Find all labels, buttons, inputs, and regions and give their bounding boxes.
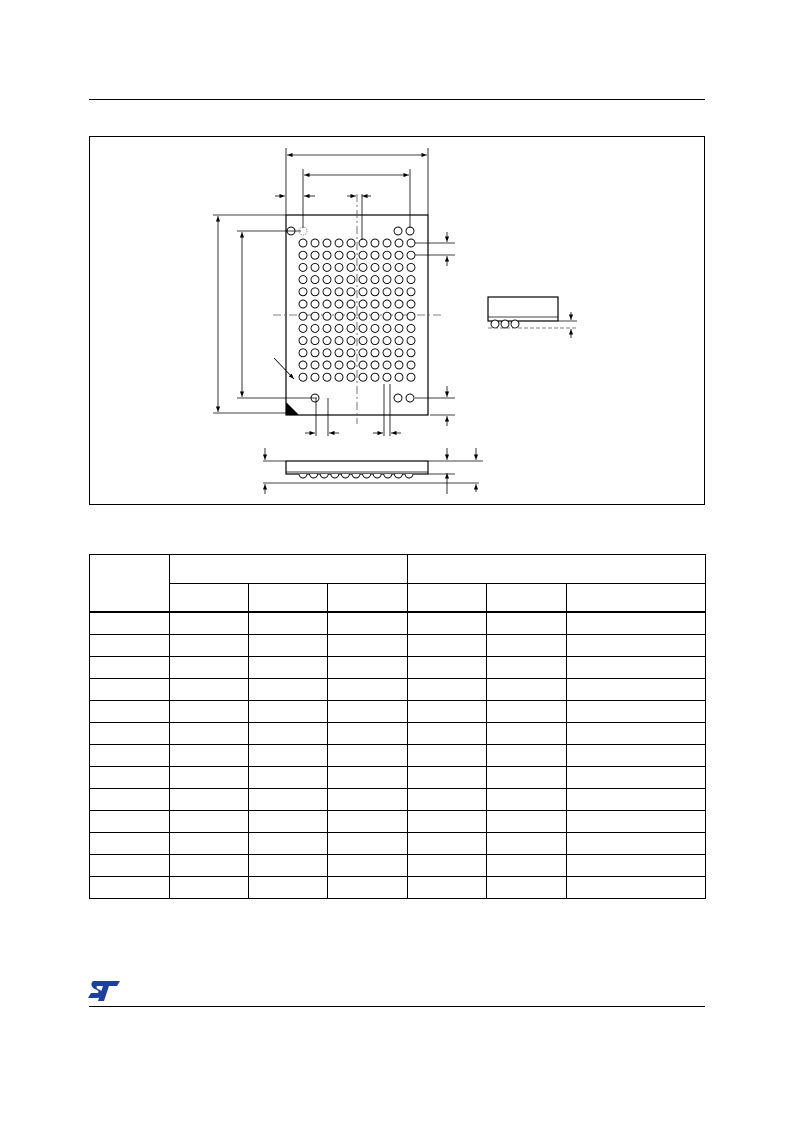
table-cell bbox=[487, 877, 567, 899]
table-cell bbox=[487, 811, 567, 833]
ball-a1-leader bbox=[274, 358, 294, 379]
table-cell bbox=[249, 679, 328, 701]
solder-ball bbox=[347, 349, 355, 357]
table-cell bbox=[170, 723, 249, 745]
solder-ball bbox=[395, 312, 403, 320]
solder-ball bbox=[347, 300, 355, 308]
side-solder-ball bbox=[331, 474, 339, 478]
table-cell bbox=[408, 745, 487, 767]
table-cell bbox=[567, 745, 706, 767]
solder-ball bbox=[311, 263, 319, 271]
solder-ball bbox=[395, 239, 403, 247]
table-cell bbox=[249, 877, 328, 899]
solder-ball bbox=[311, 324, 319, 332]
solder-ball bbox=[359, 263, 367, 271]
solder-ball bbox=[323, 239, 331, 247]
solder-ball bbox=[347, 251, 355, 259]
table-cell bbox=[90, 635, 170, 657]
solder-ball bbox=[371, 373, 379, 381]
solder-ball bbox=[383, 324, 391, 332]
solder-ball bbox=[323, 337, 331, 345]
solder-ball bbox=[323, 349, 331, 357]
table-row bbox=[90, 811, 706, 833]
solder-ball bbox=[347, 239, 355, 247]
table-cell bbox=[249, 789, 328, 811]
table-cell bbox=[249, 612, 328, 635]
solder-ball bbox=[359, 337, 367, 345]
table-row bbox=[90, 877, 706, 899]
solder-ball bbox=[347, 324, 355, 332]
table-header-min-mm bbox=[249, 584, 328, 613]
solder-ball bbox=[383, 288, 391, 296]
solder-ball bbox=[359, 349, 367, 357]
footer-rule bbox=[89, 1006, 705, 1007]
solder-ball bbox=[299, 373, 307, 381]
table-cell bbox=[487, 657, 567, 679]
solder-ball bbox=[299, 337, 307, 345]
solder-ball bbox=[395, 276, 403, 284]
table-cell bbox=[328, 789, 408, 811]
solder-ball bbox=[299, 263, 307, 271]
table-cell bbox=[408, 612, 487, 635]
table-body bbox=[90, 612, 706, 899]
table-row bbox=[90, 789, 706, 811]
solder-ball bbox=[383, 300, 391, 308]
solder-ball bbox=[347, 276, 355, 284]
solder-ball bbox=[359, 276, 367, 284]
table-cell bbox=[170, 877, 249, 899]
table-cell bbox=[328, 612, 408, 635]
side-view-balls bbox=[299, 474, 413, 478]
table-cell bbox=[328, 855, 408, 877]
solder-ball bbox=[395, 373, 403, 381]
solder-ball bbox=[335, 300, 343, 308]
table-cell bbox=[408, 723, 487, 745]
solder-ball bbox=[311, 239, 319, 247]
solder-ball bbox=[359, 300, 367, 308]
solder-ball bbox=[335, 263, 343, 271]
table-cell bbox=[408, 811, 487, 833]
solder-ball bbox=[359, 251, 367, 259]
table-cell bbox=[487, 833, 567, 855]
table-cell bbox=[408, 679, 487, 701]
header-rule bbox=[89, 99, 705, 100]
solder-ball bbox=[347, 288, 355, 296]
solder-ball bbox=[299, 251, 307, 259]
solder-ball bbox=[311, 361, 319, 369]
table-cell bbox=[408, 877, 487, 899]
solder-ball bbox=[371, 300, 379, 308]
solder-ball bbox=[407, 276, 415, 284]
table-cell bbox=[567, 635, 706, 657]
solder-ball bbox=[311, 251, 319, 259]
table-cell bbox=[249, 745, 328, 767]
solder-ball bbox=[323, 312, 331, 320]
solder-ball bbox=[323, 288, 331, 296]
solder-ball bbox=[299, 276, 307, 284]
solder-ball bbox=[395, 263, 403, 271]
table-header-typ-mm bbox=[170, 584, 249, 613]
solder-ball bbox=[299, 239, 307, 247]
solder-ball bbox=[347, 312, 355, 320]
table-cell bbox=[487, 679, 567, 701]
solder-ball bbox=[335, 312, 343, 320]
table-cell bbox=[170, 745, 249, 767]
solder-ball bbox=[383, 263, 391, 271]
solder-ball bbox=[335, 239, 343, 247]
figure-frame bbox=[90, 137, 705, 505]
solder-ball bbox=[347, 361, 355, 369]
side-solder-ball bbox=[341, 474, 349, 478]
solder-ball bbox=[323, 251, 331, 259]
solder-ball bbox=[371, 361, 379, 369]
side-solder-ball bbox=[384, 474, 392, 478]
table-cell bbox=[567, 833, 706, 855]
solder-ball bbox=[311, 337, 319, 345]
table-row bbox=[90, 855, 706, 877]
table-cell bbox=[249, 635, 328, 657]
solder-ball bbox=[406, 227, 414, 235]
table-cell bbox=[170, 855, 249, 877]
solder-ball bbox=[371, 337, 379, 345]
table-cell bbox=[408, 635, 487, 657]
table-cell bbox=[249, 811, 328, 833]
table-header-symbol bbox=[90, 555, 170, 613]
solder-ball bbox=[383, 361, 391, 369]
solder-ball bbox=[299, 324, 307, 332]
solder-ball bbox=[299, 349, 307, 357]
solder-ball bbox=[371, 276, 379, 284]
table-cell bbox=[567, 877, 706, 899]
table-header-typ-in bbox=[408, 584, 487, 613]
solder-ball bbox=[323, 373, 331, 381]
solder-ball bbox=[383, 373, 391, 381]
solder-ball bbox=[407, 349, 415, 357]
table-cell bbox=[90, 679, 170, 701]
table-cell bbox=[487, 635, 567, 657]
dimensions-table bbox=[89, 554, 706, 899]
table-cell bbox=[567, 723, 706, 745]
solder-ball bbox=[371, 324, 379, 332]
table-header-group-row bbox=[90, 555, 706, 584]
table-cell bbox=[90, 789, 170, 811]
table-cell bbox=[90, 855, 170, 877]
table-cell bbox=[170, 789, 249, 811]
solder-ball bbox=[395, 288, 403, 296]
solder-ball bbox=[359, 361, 367, 369]
table-cell bbox=[90, 745, 170, 767]
solder-ball bbox=[395, 337, 403, 345]
solder-ball bbox=[407, 361, 415, 369]
solder-ball bbox=[407, 251, 415, 259]
solder-ball bbox=[407, 373, 415, 381]
solder-ball bbox=[406, 394, 414, 402]
table-cell bbox=[328, 745, 408, 767]
solder-ball bbox=[311, 300, 319, 308]
table-cell bbox=[567, 855, 706, 877]
table-cell bbox=[328, 657, 408, 679]
solder-ball bbox=[407, 312, 415, 320]
solder-ball bbox=[323, 276, 331, 284]
table-cell bbox=[487, 855, 567, 877]
solder-ball bbox=[395, 324, 403, 332]
solder-ball bbox=[335, 349, 343, 357]
table-cell bbox=[567, 767, 706, 789]
table-row bbox=[90, 833, 706, 855]
table-cell bbox=[487, 789, 567, 811]
table-cell bbox=[408, 701, 487, 723]
solder-ball bbox=[335, 324, 343, 332]
solder-ball bbox=[407, 300, 415, 308]
table-cell bbox=[567, 679, 706, 701]
table-row bbox=[90, 679, 706, 701]
solder-ball bbox=[323, 263, 331, 271]
st-logo bbox=[86, 979, 122, 1008]
solder-ball bbox=[347, 337, 355, 345]
table-row bbox=[90, 635, 706, 657]
table-header-column-row bbox=[90, 584, 706, 613]
solder-ball bbox=[323, 324, 331, 332]
table-cell bbox=[487, 612, 567, 635]
table-cell bbox=[408, 767, 487, 789]
solder-ball bbox=[323, 361, 331, 369]
solder-ball bbox=[335, 288, 343, 296]
solder-ball bbox=[311, 349, 319, 357]
table-cell bbox=[408, 789, 487, 811]
solder-ball bbox=[395, 251, 403, 259]
solder-ball bbox=[407, 337, 415, 345]
table-cell bbox=[408, 833, 487, 855]
solder-ball bbox=[299, 361, 307, 369]
solder-ball bbox=[311, 276, 319, 284]
solder-ball bbox=[407, 263, 415, 271]
solder-ball bbox=[299, 288, 307, 296]
table-cell bbox=[328, 679, 408, 701]
table-cell bbox=[249, 767, 328, 789]
table-row bbox=[90, 701, 706, 723]
solder-ball bbox=[359, 288, 367, 296]
solder-ball bbox=[311, 312, 319, 320]
table-cell bbox=[170, 701, 249, 723]
side-solder-ball bbox=[394, 474, 402, 478]
solder-ball bbox=[383, 276, 391, 284]
table-cell bbox=[328, 767, 408, 789]
table-row bbox=[90, 657, 706, 679]
table-cell bbox=[487, 745, 567, 767]
solder-ball bbox=[395, 361, 403, 369]
st-logo-icon bbox=[86, 979, 122, 1003]
table-cell bbox=[170, 811, 249, 833]
table-cell bbox=[328, 723, 408, 745]
package-drawing bbox=[89, 136, 705, 505]
solder-ball bbox=[383, 239, 391, 247]
side-solder-ball bbox=[405, 474, 413, 478]
table-cell bbox=[170, 612, 249, 635]
table-cell bbox=[328, 635, 408, 657]
table-cell bbox=[408, 855, 487, 877]
solder-ball bbox=[311, 288, 319, 296]
solder-ball bbox=[383, 349, 391, 357]
table-cell bbox=[249, 855, 328, 877]
solder-ball bbox=[371, 263, 379, 271]
solder-ball bbox=[359, 239, 367, 247]
solder-ball bbox=[299, 312, 307, 320]
table-cell bbox=[567, 789, 706, 811]
solder-ball bbox=[347, 373, 355, 381]
solder-ball bbox=[394, 227, 402, 235]
solder-ball bbox=[335, 361, 343, 369]
table-cell bbox=[249, 657, 328, 679]
table-header-max-mm bbox=[328, 584, 408, 613]
table-cell bbox=[170, 657, 249, 679]
solder-ball bbox=[394, 394, 402, 402]
solder-ball bbox=[323, 300, 331, 308]
table-cell bbox=[90, 811, 170, 833]
table-cell bbox=[328, 701, 408, 723]
solder-ball bbox=[335, 276, 343, 284]
table-cell bbox=[170, 767, 249, 789]
table-cell bbox=[328, 833, 408, 855]
ball-grid bbox=[287, 227, 415, 402]
solder-ball bbox=[335, 251, 343, 259]
table-cell bbox=[567, 811, 706, 833]
table-cell bbox=[90, 612, 170, 635]
table-cell bbox=[408, 657, 487, 679]
table-row bbox=[90, 612, 706, 635]
solder-ball bbox=[359, 373, 367, 381]
solder-ball bbox=[335, 373, 343, 381]
table-cell bbox=[170, 833, 249, 855]
side-solder-ball bbox=[320, 474, 328, 478]
solder-ball bbox=[383, 251, 391, 259]
solder-ball bbox=[371, 251, 379, 259]
table-cell bbox=[170, 635, 249, 657]
solder-ball bbox=[395, 349, 403, 357]
table-header-millimeters bbox=[170, 555, 408, 584]
solder-ball bbox=[395, 300, 403, 308]
solder-ball bbox=[371, 349, 379, 357]
table-row bbox=[90, 745, 706, 767]
solder-ball bbox=[359, 312, 367, 320]
table-cell bbox=[487, 767, 567, 789]
table-header-inches bbox=[408, 555, 706, 584]
solder-ball bbox=[335, 337, 343, 345]
table-row bbox=[90, 723, 706, 745]
table-cell bbox=[567, 657, 706, 679]
table-cell bbox=[487, 701, 567, 723]
table-cell bbox=[328, 811, 408, 833]
package-outline-figure bbox=[89, 136, 705, 505]
side-solder-ball bbox=[373, 474, 381, 478]
table-cell bbox=[90, 877, 170, 899]
solder-ball bbox=[299, 300, 307, 308]
solder-ball bbox=[371, 288, 379, 296]
solder-ball bbox=[383, 337, 391, 345]
solder-ball bbox=[407, 324, 415, 332]
solder-ball bbox=[407, 239, 415, 247]
solder-ball bbox=[371, 239, 379, 247]
table-cell bbox=[487, 723, 567, 745]
pin-a1-corner-marker bbox=[286, 402, 299, 415]
table-cell bbox=[90, 701, 170, 723]
table-cell bbox=[170, 679, 249, 701]
solder-ball bbox=[311, 373, 319, 381]
solder-ball bbox=[383, 312, 391, 320]
side-solder-ball bbox=[352, 474, 360, 478]
table-cell bbox=[249, 723, 328, 745]
table-header-max-in bbox=[567, 584, 706, 613]
table-header-min-in bbox=[487, 584, 567, 613]
side-solder-ball bbox=[299, 474, 307, 478]
table-cell bbox=[90, 833, 170, 855]
table-cell bbox=[90, 767, 170, 789]
table-cell bbox=[249, 833, 328, 855]
table-cell bbox=[567, 612, 706, 635]
table-cell bbox=[328, 877, 408, 899]
solder-ball bbox=[371, 312, 379, 320]
table-row bbox=[90, 767, 706, 789]
solder-ball bbox=[347, 263, 355, 271]
table-cell bbox=[249, 701, 328, 723]
table-cell bbox=[90, 723, 170, 745]
table-cell bbox=[567, 701, 706, 723]
solder-ball bbox=[407, 288, 415, 296]
table-cell bbox=[90, 657, 170, 679]
side-solder-ball bbox=[310, 474, 318, 478]
solder-ball bbox=[359, 324, 367, 332]
side-solder-ball bbox=[363, 474, 371, 478]
